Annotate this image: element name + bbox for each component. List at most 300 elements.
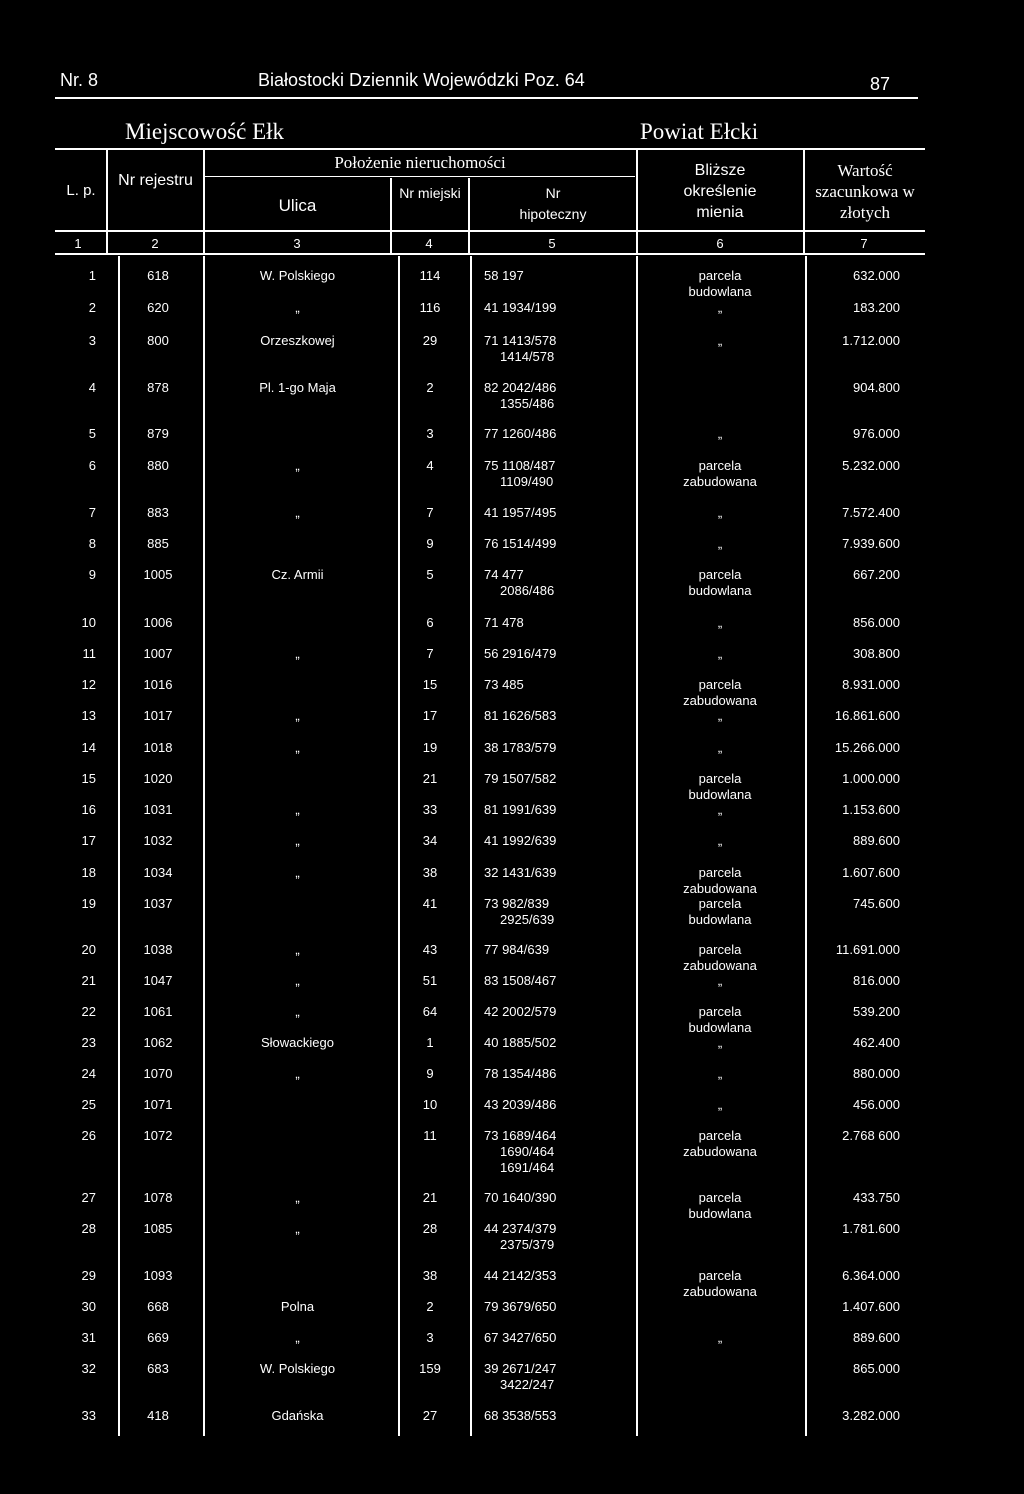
row-nr-miejski: 33 — [422, 802, 438, 817]
row-nr-rejestru: 880 — [147, 458, 169, 473]
row-description — [640, 1128, 800, 1160]
row-nr-rejestru: 1085 — [143, 1221, 173, 1236]
row-street: Gdańska — [271, 1408, 324, 1423]
row-description — [640, 646, 800, 662]
row-nr-hipoteczny — [484, 896, 634, 928]
row-value: 308.800 — [853, 646, 900, 661]
row-value: 433.750 — [853, 1190, 900, 1205]
row-nr-miejski: 5 — [426, 567, 434, 582]
row-nr-miejski: 9 — [426, 536, 434, 551]
row-nr-hipoteczny-line: 2086/486 — [500, 583, 555, 598]
row-description — [640, 833, 800, 849]
row-nr-miejski: 41 — [422, 896, 438, 911]
row-lp: 31 — [81, 1330, 96, 1345]
row-lp: 5 — [88, 426, 96, 441]
row-nr-hipoteczny — [484, 1004, 634, 1020]
row-nr-hipoteczny-line: 79 1507/582 — [484, 771, 557, 786]
table-column-rule — [636, 256, 638, 1436]
row-nr-rejestru: 1047 — [143, 973, 173, 988]
row-nr-miejski: 17 — [422, 708, 438, 723]
row-nr-miejski: 116 — [419, 300, 441, 315]
row-nr-hipoteczny — [484, 268, 634, 284]
locality-title: Miejscowość Ełk — [125, 119, 285, 144]
row-description-line: parcela — [698, 458, 742, 473]
column-number: 4 — [425, 236, 433, 251]
col-nr-hipoteczny-header: Nr hipoteczny — [519, 185, 587, 222]
row-nr-hipoteczny — [484, 426, 634, 442]
row-description — [640, 1066, 800, 1082]
row-description-line: zabudowana — [683, 1144, 757, 1159]
row-nr-miejski: 3 — [426, 426, 434, 441]
row-description-line: parcela — [698, 942, 742, 957]
row-lp: 21 — [81, 973, 96, 988]
row-street: „ — [295, 458, 300, 473]
row-nr-rejestru: 1006 — [143, 615, 173, 630]
row-value: 1.000.000 — [842, 771, 900, 786]
row-nr-rejestru: 800 — [147, 333, 169, 348]
row-nr-hipoteczny-line: 58 197 — [484, 268, 524, 283]
row-nr-hipoteczny-line: 32 1431/639 — [484, 865, 557, 880]
row-value: 2.768 600 — [842, 1128, 900, 1143]
header-divider — [803, 150, 805, 255]
row-description — [640, 1097, 800, 1113]
row-value: 904.800 — [853, 380, 900, 395]
district-title: Powiat Ełcki — [640, 119, 759, 144]
row-value: 1.607.600 — [842, 865, 900, 880]
row-description — [640, 1268, 800, 1300]
row-description-line: parcela — [698, 268, 742, 283]
row-value: 3.282.000 — [842, 1408, 900, 1423]
row-lp: 11 — [82, 646, 96, 661]
row-street: Orzeszkowej — [260, 333, 335, 348]
row-nr-hipoteczny-line: 73 982/839 — [484, 896, 550, 911]
row-nr-hipoteczny-line: 75 1108/487 — [484, 458, 556, 473]
col-nr-miejski-header: Nr miejski — [399, 185, 461, 201]
row-value: 976.000 — [853, 426, 900, 441]
row-nr-rejestru: 1007 — [143, 646, 173, 661]
row-nr-miejski: 4 — [426, 458, 434, 473]
row-nr-hipoteczny — [484, 802, 634, 818]
row-description-line: budowlana — [688, 1020, 752, 1035]
row-description — [640, 333, 800, 349]
row-description-line: parcela — [698, 1190, 742, 1205]
header-divider — [636, 150, 638, 255]
row-nr-hipoteczny-line: 41 1934/199 — [484, 300, 557, 315]
column-number: 3 — [293, 236, 301, 251]
row-value: 6.364.000 — [842, 1268, 900, 1283]
col-nr-rejestru-header: Nr rejestru — [118, 172, 193, 189]
row-nr-hipoteczny-line: 40 1885/502 — [484, 1035, 557, 1050]
row-lp: 28 — [81, 1221, 96, 1236]
row-description-line: „ — [717, 973, 723, 988]
page-number: 87 — [870, 74, 891, 94]
row-value: 632.000 — [853, 268, 900, 283]
row-description — [640, 268, 800, 300]
row-nr-miejski: 2 — [426, 1299, 434, 1314]
row-nr-miejski: 6 — [426, 615, 434, 630]
row-value: 667.200 — [853, 567, 900, 582]
polozenie-underline — [205, 176, 635, 177]
row-value: 889.600 — [853, 833, 900, 848]
row-nr-hipoteczny-line: 70 1640/390 — [484, 1190, 557, 1205]
row-lp: 32 — [81, 1361, 96, 1376]
row-description — [640, 1330, 800, 1346]
row-lp: 9 — [88, 567, 96, 582]
row-nr-miejski: 51 — [422, 973, 438, 988]
row-nr-hipoteczny — [484, 771, 634, 787]
row-nr-hipoteczny-line: 1355/486 — [500, 396, 555, 411]
row-nr-hipoteczny-line: 42 2002/579 — [484, 1004, 557, 1019]
row-nr-hipoteczny-line: 77 1260/486 — [484, 426, 557, 441]
row-value: 816.000 — [853, 973, 900, 988]
row-nr-miejski: 3 — [426, 1330, 434, 1345]
row-street: „ — [295, 802, 300, 817]
table-column-rule — [470, 256, 472, 1436]
row-nr-miejski: 38 — [422, 865, 438, 880]
row-nr-hipoteczny-line: 68 3538/553 — [484, 1408, 557, 1423]
row-street: „ — [295, 1221, 300, 1236]
row-description — [640, 896, 800, 928]
row-nr-hipoteczny-line: 71 1413/578 — [484, 333, 557, 348]
row-nr-rejestru: 1016 — [143, 677, 173, 692]
row-nr-hipoteczny — [484, 567, 634, 599]
row-description — [640, 458, 800, 490]
row-lp: 3 — [88, 333, 96, 348]
row-nr-rejestru: 1017 — [143, 708, 173, 723]
row-description-line: „ — [717, 1035, 723, 1050]
row-nr-rejestru: 1034 — [143, 865, 173, 880]
row-lp: 24 — [81, 1066, 96, 1081]
row-lp: 15 — [81, 771, 96, 786]
row-nr-miejski: 43 — [422, 942, 438, 957]
row-nr-hipoteczny-line: 3422/247 — [500, 1377, 555, 1392]
row-nr-miejski: 7 — [426, 646, 434, 661]
row-nr-rejestru: 1031 — [143, 802, 173, 817]
row-nr-hipoteczny — [484, 942, 634, 958]
row-description-line: „ — [717, 505, 723, 520]
row-nr-hipoteczny-line: 73 1689/464 — [484, 1128, 557, 1143]
row-description — [640, 708, 800, 724]
row-nr-hipoteczny — [484, 677, 634, 693]
row-description-line: zabudowana — [683, 881, 757, 896]
row-nr-rejestru: 1071 — [143, 1097, 173, 1112]
header-rule — [55, 97, 918, 99]
row-description-line: parcela — [698, 865, 742, 880]
row-street: „ — [295, 740, 300, 755]
row-value: 7.939.600 — [842, 536, 900, 551]
table-column-rule — [398, 256, 400, 1436]
row-description-line: „ — [717, 646, 723, 661]
row-description — [640, 300, 800, 316]
row-nr-hipoteczny-line: 67 3427/650 — [484, 1330, 557, 1345]
column-number: 5 — [548, 236, 556, 251]
row-value: 1.407.600 — [842, 1299, 900, 1314]
row-nr-hipoteczny — [484, 1299, 634, 1315]
row-value: 11.691.000 — [835, 942, 900, 957]
row-nr-rejestru: 879 — [147, 426, 169, 441]
row-street: „ — [295, 833, 300, 848]
row-nr-rejestru: 668 — [147, 1299, 169, 1314]
row-description — [640, 536, 800, 552]
row-lp: 1 — [88, 268, 96, 283]
row-nr-rejestru: 878 — [147, 380, 169, 395]
row-nr-hipoteczny-line: 76 1514/499 — [484, 536, 557, 551]
row-nr-hipoteczny-line: 73 485 — [484, 677, 524, 692]
row-nr-miejski: 19 — [422, 740, 438, 755]
row-description — [640, 1190, 800, 1222]
row-nr-hipoteczny — [484, 333, 634, 365]
row-description — [640, 677, 800, 709]
row-nr-rejestru: 1070 — [143, 1066, 173, 1081]
col-polozenie-header: Położenie nieruchomości — [334, 153, 506, 172]
row-nr-hipoteczny-line: 43 2039/486 — [484, 1097, 557, 1112]
row-street: Słowackiego — [261, 1035, 334, 1050]
row-description-line: parcela — [698, 1128, 742, 1143]
row-nr-rejestru: 618 — [147, 268, 169, 283]
row-nr-rejestru: 1005 — [143, 567, 173, 582]
row-nr-hipoteczny — [484, 536, 634, 552]
col-blizsze-header: Bliższe określenie mienia — [683, 162, 757, 221]
row-street: „ — [295, 505, 300, 520]
row-street: „ — [295, 1066, 300, 1081]
row-nr-miejski: 64 — [422, 1004, 438, 1019]
row-nr-rejestru: 1078 — [143, 1190, 173, 1205]
row-nr-hipoteczny — [484, 1128, 634, 1176]
row-description-line: zabudowana — [683, 958, 757, 973]
row-nr-hipoteczny-line: 78 1354/486 — [484, 1066, 557, 1081]
row-description-line: budowlana — [688, 583, 752, 598]
row-value: 462.400 — [853, 1035, 900, 1050]
row-nr-hipoteczny — [484, 1330, 634, 1346]
row-nr-rejestru: 885 — [147, 536, 169, 551]
row-nr-miejski: 21 — [422, 1190, 438, 1205]
row-street: Cz. Armii — [271, 567, 324, 582]
row-street: W. Polskiego — [259, 1361, 336, 1376]
row-street: „ — [295, 1004, 300, 1019]
row-value: 1.153.600 — [842, 802, 900, 817]
row-description-line: „ — [717, 300, 723, 315]
row-nr-hipoteczny — [484, 380, 634, 412]
row-description — [640, 615, 800, 631]
row-lp: 10 — [81, 615, 96, 630]
row-description — [640, 567, 800, 599]
row-nr-rejestru: 1032 — [143, 833, 173, 848]
page-number-label: Nr. 8 — [60, 70, 99, 90]
row-nr-rejestru: 1038 — [143, 942, 173, 957]
row-description-line: „ — [717, 536, 723, 551]
row-description-line: zabudowana — [683, 474, 757, 489]
row-nr-miejski: 38 — [422, 1268, 438, 1283]
row-nr-miejski: 159 — [419, 1361, 441, 1376]
row-value: 183.200 — [853, 300, 900, 315]
row-description — [640, 973, 800, 989]
row-nr-hipoteczny-line: 83 1508/467 — [484, 973, 557, 988]
row-lp: 18 — [81, 865, 96, 880]
row-description-line: parcela — [698, 771, 742, 786]
row-nr-miejski: 27 — [422, 1408, 438, 1423]
row-value: 456.000 — [853, 1097, 900, 1112]
row-value: 539.200 — [853, 1004, 900, 1019]
row-nr-hipoteczny-line: 44 2374/379 — [484, 1221, 557, 1236]
row-lp: 25 — [81, 1097, 96, 1112]
row-street: Pl. 1-go Maja — [259, 380, 336, 395]
row-nr-hipoteczny — [484, 1221, 634, 1253]
row-nr-hipoteczny-line: 38 1783/579 — [484, 740, 557, 755]
row-nr-hipoteczny-line: 79 3679/650 — [484, 1299, 557, 1314]
row-description — [640, 505, 800, 521]
journal-title: Białostocki Dziennik Wojewódzki Poz. 64 — [258, 70, 585, 90]
row-description-line: parcela — [698, 1268, 742, 1283]
row-nr-hipoteczny-line: 39 2671/247 — [484, 1361, 557, 1376]
row-nr-hipoteczny — [484, 1268, 634, 1284]
row-nr-miejski: 28 — [422, 1221, 438, 1236]
row-description-line: „ — [717, 1330, 723, 1345]
row-nr-hipoteczny-line: 41 1957/495 — [484, 505, 557, 520]
row-nr-hipoteczny-line: 77 984/639 — [484, 942, 550, 957]
row-nr-miejski: 10 — [422, 1097, 438, 1112]
row-nr-rejestru: 1061 — [143, 1004, 173, 1019]
row-nr-hipoteczny-line: 1109/490 — [500, 474, 554, 489]
row-nr-hipoteczny — [484, 1097, 634, 1113]
row-lp: 4 — [88, 380, 96, 395]
row-nr-hipoteczny-line: 44 2142/353 — [484, 1268, 557, 1283]
row-nr-hipoteczny-line: 81 1991/639 — [484, 802, 557, 817]
column-number: 1 — [74, 236, 82, 251]
row-street: „ — [295, 1330, 300, 1345]
colnum-bottom-rule — [55, 253, 925, 255]
row-street: Polna — [280, 1299, 315, 1314]
table-column-rule — [203, 256, 205, 1436]
row-nr-rejestru: 683 — [147, 1361, 169, 1376]
row-nr-hipoteczny — [484, 1035, 634, 1051]
row-nr-hipoteczny-line: 2925/639 — [500, 912, 555, 927]
row-nr-hipoteczny-line: 81 1626/583 — [484, 708, 557, 723]
row-nr-hipoteczny — [484, 833, 634, 849]
row-description — [640, 802, 800, 818]
row-description-line: budowlana — [688, 1206, 752, 1221]
row-nr-rejestru: 620 — [147, 300, 169, 315]
row-description-line: zabudowana — [683, 1284, 757, 1299]
row-description — [640, 942, 800, 974]
row-nr-hipoteczny — [484, 458, 634, 490]
row-nr-hipoteczny-line: 71 478 — [484, 615, 524, 630]
row-nr-hipoteczny-line: 2375/379 — [500, 1237, 555, 1252]
row-lp: 13 — [81, 708, 96, 723]
row-lp: 30 — [81, 1299, 96, 1314]
row-lp: 2 — [88, 300, 96, 315]
row-description-line: „ — [717, 1066, 723, 1081]
col-lp-header: L. p. — [66, 182, 96, 199]
row-lp: 23 — [81, 1035, 96, 1050]
table-column-rule — [118, 256, 120, 1436]
row-nr-miejski: 114 — [419, 268, 441, 283]
row-description-line: parcela — [698, 1004, 742, 1019]
column-number: 7 — [860, 236, 868, 251]
row-nr-hipoteczny — [484, 1408, 634, 1424]
row-nr-miejski: 34 — [422, 833, 438, 848]
row-description-line: zabudowana — [683, 693, 757, 708]
row-nr-hipoteczny — [484, 708, 634, 724]
row-value: 8.931.000 — [842, 677, 900, 692]
table-column-rule — [805, 256, 807, 1436]
row-description — [640, 771, 800, 803]
row-nr-hipoteczny — [484, 615, 634, 631]
row-lp: 14 — [81, 740, 96, 755]
row-nr-hipoteczny — [484, 300, 634, 316]
row-nr-hipoteczny — [484, 973, 634, 989]
row-value: 7.572.400 — [842, 505, 900, 520]
header-divider — [106, 150, 108, 255]
row-lp: 7 — [88, 505, 96, 520]
row-nr-miejski: 29 — [422, 333, 438, 348]
row-nr-hipoteczny-line: 56 2916/479 — [484, 646, 557, 661]
row-lp: 8 — [88, 536, 96, 551]
row-lp: 12 — [81, 677, 96, 692]
row-description — [640, 1004, 800, 1036]
row-lp: 26 — [81, 1128, 96, 1143]
row-nr-rejestru: 1037 — [143, 896, 173, 911]
row-nr-hipoteczny-line: 41 1992/639 — [484, 833, 557, 848]
row-street: W. Polskiego — [259, 268, 336, 283]
row-lp: 27 — [81, 1190, 96, 1205]
row-nr-miejski: 1 — [426, 1035, 434, 1050]
row-nr-rejestru: 669 — [147, 1330, 169, 1345]
row-nr-hipoteczny-line: 1414/578 — [500, 349, 555, 364]
row-lp: 33 — [81, 1408, 96, 1423]
row-nr-rejestru: 1062 — [143, 1035, 173, 1050]
row-nr-rejestru: 418 — [147, 1408, 169, 1423]
row-nr-hipoteczny — [484, 1361, 634, 1393]
row-lp: 6 — [88, 458, 96, 473]
row-value: 889.600 — [853, 1330, 900, 1345]
row-nr-rejestru: 1018 — [143, 740, 173, 755]
row-nr-miejski: 2 — [426, 380, 434, 395]
row-value: 856.000 — [853, 615, 900, 630]
row-nr-rejestru: 1093 — [143, 1268, 173, 1283]
row-street: „ — [295, 646, 300, 661]
row-nr-rejestru: 883 — [147, 505, 169, 520]
row-nr-hipoteczny — [484, 1066, 634, 1082]
col-ulica-header: Ulica — [278, 196, 317, 215]
row-street: „ — [295, 973, 300, 988]
row-nr-hipoteczny — [484, 646, 634, 662]
row-description-line: budowlana — [688, 787, 752, 802]
row-description — [640, 740, 800, 756]
row-street: „ — [295, 865, 300, 880]
row-value: 5.232.000 — [842, 458, 900, 473]
row-description — [640, 1035, 800, 1051]
row-street: „ — [295, 1190, 300, 1205]
row-street: „ — [295, 942, 300, 957]
row-description-line: „ — [717, 1097, 723, 1112]
column-number: 6 — [716, 236, 724, 251]
row-description-line: „ — [717, 333, 723, 348]
row-description — [640, 426, 800, 442]
row-value: 16.861.600 — [834, 708, 900, 723]
row-value: 1.781.600 — [842, 1221, 900, 1236]
row-description — [640, 865, 800, 897]
row-lp: 19 — [81, 896, 96, 911]
row-description-line: „ — [717, 426, 723, 441]
column-number: 2 — [151, 236, 159, 251]
row-description-line: parcela — [698, 567, 742, 582]
row-nr-hipoteczny-line: 1690/464 — [500, 1144, 555, 1159]
row-nr-miejski: 21 — [422, 771, 438, 786]
row-lp: 22 — [81, 1004, 96, 1019]
row-description-line: „ — [717, 802, 723, 817]
row-nr-hipoteczny — [484, 1190, 634, 1206]
row-nr-miejski: 15 — [422, 677, 438, 692]
